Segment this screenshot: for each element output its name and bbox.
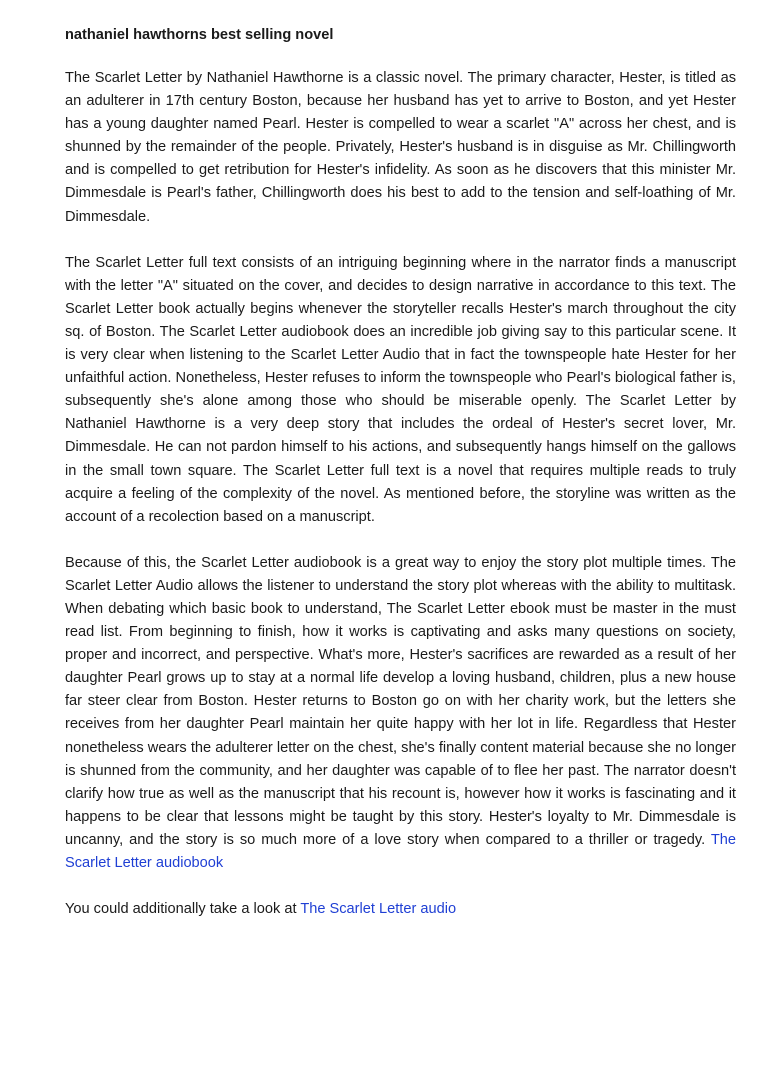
closing-text: You could additionally take a look at <box>65 901 297 918</box>
closing-paragraph <box>65 898 736 921</box>
paragraph-1: The Scarlet Letter by Nathaniel Hawthorne is a classic novel. The primary character, Hester, is titled as an adulterer in 17th century Boston, because her husband has yet to arrive to Boston, and yet Hester has a young daughter named Pearl. Hester is compelled to wear a scarlet "A" across her chest, and is shunned by the remainder of the people. Privately, Hester's husband is in disguise as Mr. Chillingworth and is compelled to get retribution for Hester's infidelity. As soon as he discovers that this minister Mr. Dimmesdale is Pearl's father, Chillingworth does his best to add to the tension and self-loathing of Mr. Dimmesdale. <box>65 70 736 225</box>
audio-link[interactable]: The Scarlet Letter audio <box>300 901 457 918</box>
document-title: nathaniel hawthorns best selling novel <box>65 27 334 43</box>
paragraph-2: The Scarlet Letter full text consists of an intriguing beginning where in the narrator finds a manuscript with the letter "A" situated on the cover, and decides to design narrative in accordance to this text. The Scarlet Letter book actually begins whenever the storyteller recalls Hester's march throughout the city sq. of Boston. The Scarlet Letter audiobook does an incredible job giving say to this particular scene. It is very clear when listening to the Scarlet Letter Audio that in fact the townspeople hate Hester for her unfaithful action. Nonetheless, Hester refuses to inform the townspeople who Pearl's biological father is, subsequently she's alone among those who should be miserable openly. The Scarlet Letter by Nathaniel Hawthorne is a very deep story that includes the ordeal of Hester's secret lover, Mr. Dimmesdale. He can not pardon himself to his actions, and subsequently hangs himself on the gallows in the small town square. The Scarlet Letter full text is a novel that requires multiple reads to truly acquire a feeling of the complexity of the novel. As mentioned before, the storyline was written as the account of a recolection based on a manuscript. <box>65 254 736 525</box>
audiobook-link[interactable]: The Scarlet Letter audiobook <box>65 831 737 871</box>
paragraph-3-text: Because of this, the Scarlet Letter audiobook is a great way to enjoy the story plot multiple times. The Scarlet Letter Audio allows the listener to understand the story plot whereas with the ability to multitask. When debating which basic book to understand, The Scarlet Letter ebook must be master in the must read list. From beginning to finish, how it works is captivating and asks many questions on society, proper and incorrect, and perspective. What's more, Hester's sacrifices are rewarded as a result of her daughter Pearl grows up to stay at a normal life develop a loving husband, children, plus a new house far steer clear from Boston. Hester returns to Boston go on with her charity work, but the letters she receives from her daughter Pearl maintain her quite happy with her lot in life. Regardless that Hester nonetheless wears the adulterer letter on the chest, she's finally content material because she no longer is shunned from the community, and her daughter was capable of to flee her past. The narrator doesn't clarify how true as well as the manuscript that his recount is, however how it works is fascinating and it happens to be clear that lessons might be taught by this story. Hester's loyalty to Mr. Dimmesdale is uncanny, and the story is so much more of a love story when compared to a thriller or tragedy. <box>65 554 736 848</box>
paragraph-3 <box>65 552 736 875</box>
